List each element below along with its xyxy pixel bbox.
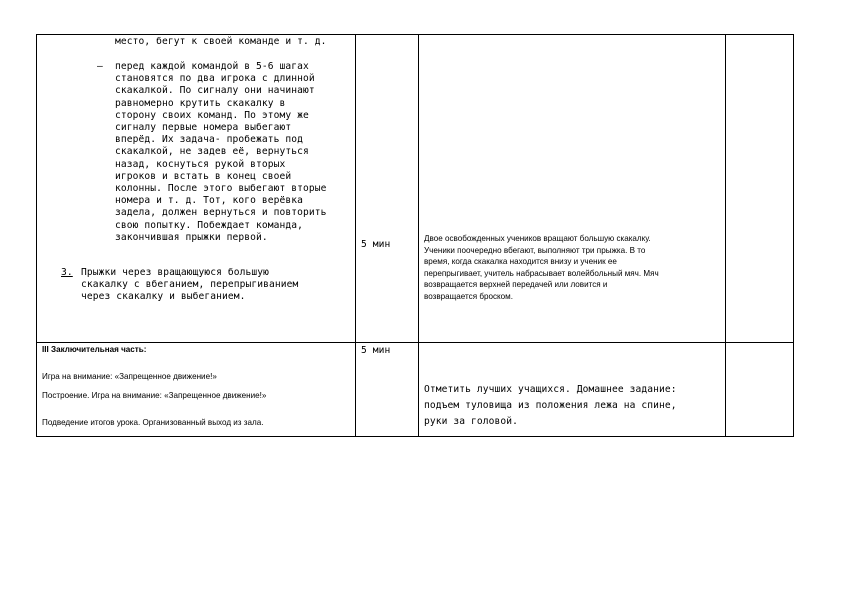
text-line: Игра на внимание: «Запрещенное движение!» bbox=[42, 372, 217, 381]
text-line: возвращается броском. bbox=[424, 291, 513, 301]
text-line: равномерно крутить скакалку в bbox=[115, 97, 286, 109]
text-line: сигналу первые номера выбегают bbox=[115, 122, 292, 134]
text-line: руки за головой. bbox=[424, 415, 519, 427]
text-line: становятся по два игрока с длинной bbox=[115, 73, 315, 85]
text-line: через скакалку и выбеганием. bbox=[81, 291, 246, 303]
text-line: Ученики поочередно вбегают, выполняют три прыжка. В то bbox=[424, 245, 646, 255]
text-line: колонны. После этого выбегают вторые bbox=[115, 183, 327, 195]
bullet-marker: – bbox=[97, 61, 103, 72]
text-line: подъем туловища из положения лежа на спине, bbox=[424, 399, 677, 411]
text-line: номера и т. д. Тот, кого верёвка bbox=[115, 195, 304, 207]
relay-description bbox=[115, 61, 327, 244]
text-line: перепрыгивает, учитель набрасывает волейбольный мяч. Мяч bbox=[424, 268, 659, 278]
text-line: скакалкой, не задев её, вернуться bbox=[115, 146, 309, 158]
text-line: игроков и встать в конец своей bbox=[115, 170, 292, 182]
text-line: Отметить лучших учащихся. Домашнее задание: bbox=[424, 384, 677, 395]
text-line: скакалку с вбеганием, перепрыгиванием bbox=[81, 279, 299, 291]
section-heading: III Заключительная часть: bbox=[42, 345, 147, 354]
text-line: скакалкой. По сигналу они начинают bbox=[115, 85, 315, 97]
duration-label: 5 мин bbox=[361, 345, 391, 356]
duration-label: 5 мин bbox=[361, 239, 391, 250]
jump-rope-exercise bbox=[81, 267, 298, 304]
text-line: назад, коснуться рукой вторых bbox=[115, 158, 286, 170]
column-divider bbox=[418, 35, 419, 436]
text-line: время, когда скакалка находится внизу и ученик ее bbox=[424, 257, 617, 267]
text-line: возвращается верхней передачей или ловится и bbox=[424, 280, 608, 290]
item-number: 3. bbox=[61, 267, 73, 278]
methodical-notes bbox=[424, 233, 659, 303]
text-line: Двое освобожденных учеников вращают большую скакалку. bbox=[424, 234, 651, 243]
text-line: Подведение итогов урока. Организованный выход из зала. bbox=[42, 418, 264, 427]
row-divider bbox=[37, 342, 793, 343]
text-line: сторону своих команд. По этому же bbox=[115, 109, 309, 121]
homework-notes bbox=[424, 382, 677, 429]
text-line: вперёд. Их задача- пробежать под bbox=[115, 134, 304, 146]
lesson-plan-table bbox=[36, 34, 794, 437]
text-line: перед каждой командой в 5-6 шагах bbox=[115, 61, 309, 72]
column-divider bbox=[725, 35, 726, 436]
text-line: задела, должен вернуться и повторить bbox=[115, 207, 327, 219]
text-line: свою попытку. Побеждает команда, bbox=[115, 219, 304, 231]
text-line: закончившая прыжки первой. bbox=[115, 231, 268, 243]
continued-text-line: место, бегут к своей команде и т. д. bbox=[115, 36, 327, 47]
column-divider bbox=[355, 35, 356, 436]
text-line: Прыжки через вращающуюся большую bbox=[81, 267, 270, 278]
text-line: Построение. Игра на внимание: «Запрещенное движение!» bbox=[42, 391, 267, 400]
